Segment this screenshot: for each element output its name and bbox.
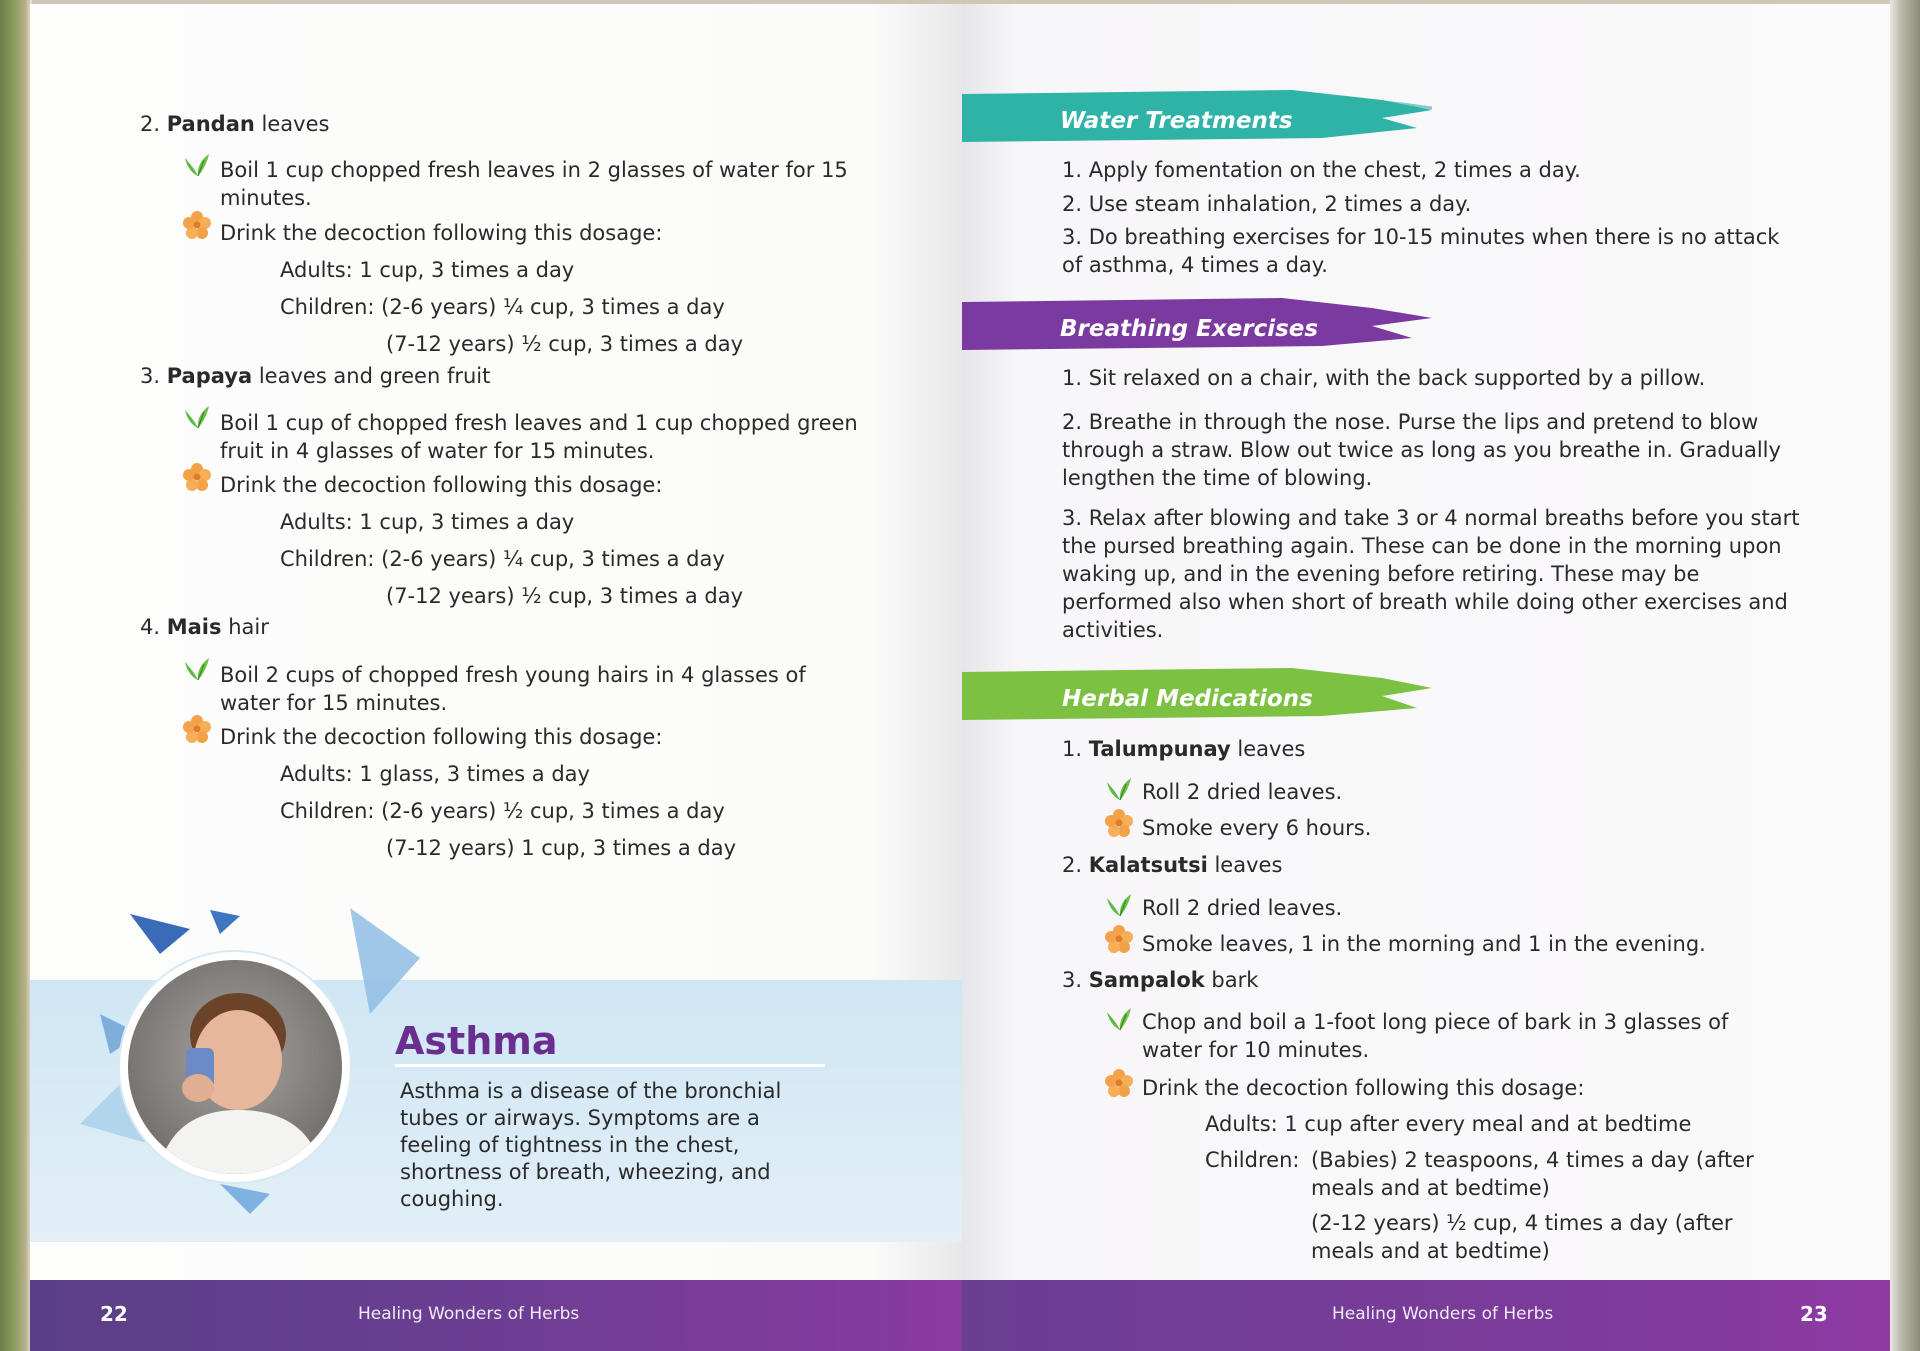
- herb-title: [140, 112, 329, 136]
- dose-children: Children: (2-6 years) ½ cup, 3 times a day: [280, 799, 725, 823]
- child-illustration: [128, 960, 342, 1174]
- book-edge-right: [1890, 0, 1920, 1351]
- use-step: Smoke every 6 hours.: [1142, 816, 1372, 840]
- dose-children: Children: (2-6 years) ¼ cup, 3 times a day: [280, 547, 725, 571]
- herb-part: leaves: [261, 112, 330, 136]
- herb-title: [140, 615, 269, 639]
- list-item: 1. Apply fomentation on the chest, 2 times a day.: [1062, 158, 1581, 182]
- dosage-intro: Drink the decoction following this dosage:: [220, 725, 663, 749]
- herb-title: [1062, 737, 1305, 761]
- herbal-medications-heading: Herbal Medications: [1062, 686, 1313, 712]
- right-page: [962, 4, 1890, 1351]
- leaf-icon: [182, 402, 212, 432]
- dosage-intro: Drink the decoction following this dosage:: [220, 473, 663, 497]
- book-edge-left: [0, 0, 32, 1351]
- item-number: 4.: [140, 615, 161, 639]
- herb-title: [1062, 968, 1258, 992]
- flower-icon: [182, 714, 212, 744]
- herb-part: hair: [228, 615, 269, 639]
- use-step: Smoke leaves, 1 in the morning and 1 in the evening.: [1142, 932, 1706, 956]
- prep-step: Boil 1 cup of chopped fresh leaves and 1 cup chopped green fruit in 4 glasses of water for 15 minutes.: [220, 411, 858, 463]
- herb-name: Papaya: [166, 364, 253, 388]
- dose-children: Children: (2-6 years) ¼ cup, 3 times a day: [280, 295, 725, 319]
- book-title: Healing Wonders of Herbs: [1332, 1304, 1554, 1324]
- herb-part: leaves: [1237, 737, 1306, 761]
- herb-name: Mais: [166, 615, 222, 639]
- herb-name: Kalatsutsi: [1088, 853, 1208, 877]
- item-number: 3.: [140, 364, 161, 388]
- prep-step: Boil 1 cup chopped fresh leaves in 2 glasses of water for 15 minutes.: [220, 158, 848, 210]
- page-number: 22: [100, 1302, 128, 1326]
- page-footer: [962, 1280, 1890, 1351]
- dose-adults: Adults: 1 glass, 3 times a day: [280, 762, 590, 786]
- herb-part: leaves: [1214, 853, 1283, 877]
- flower-icon: [1104, 1068, 1134, 1098]
- item-number: 3.: [1062, 968, 1083, 992]
- dose-older: (7-12 years) ½ cup, 3 times a day: [386, 584, 744, 608]
- dose-older: (7-12 years) 1 cup, 3 times a day: [386, 836, 737, 860]
- prep-step: Boil 2 cups of chopped fresh young hairs in 4 glasses of water for 15 minutes.: [220, 663, 806, 715]
- dosage-intro: Drink the decoction following this dosage:: [1142, 1076, 1585, 1100]
- herb-title: [1062, 853, 1282, 877]
- dose-children-label: Children:: [1205, 1148, 1300, 1172]
- herb-name: Pandan: [166, 112, 255, 136]
- leaf-icon: [182, 654, 212, 684]
- asthma-title: Asthma: [395, 1019, 558, 1063]
- dose-older: (7-12 years) ½ cup, 3 times a day: [386, 332, 744, 356]
- flower-icon: [182, 462, 212, 492]
- book-title: Healing Wonders of Herbs: [358, 1304, 580, 1324]
- dose-babies: (Babies) 2 teaspoons, 4 times a day (after meals and at bedtime): [1311, 1148, 1754, 1200]
- dose-adults: Adults: 1 cup, 3 times a day: [280, 258, 575, 282]
- breathing-exercises-heading: Breathing Exercises: [1060, 316, 1319, 342]
- herb-name: Sampalok: [1088, 968, 1205, 992]
- dose-adults: Adults: 1 cup after every meal and at bedtime: [1205, 1112, 1692, 1136]
- leaf-icon: [1104, 890, 1134, 920]
- leaf-icon: [1104, 1004, 1134, 1034]
- title-underline: [395, 1064, 825, 1067]
- prep-step: Roll 2 dried leaves.: [1142, 896, 1343, 920]
- list-item: 2. Breathe in through the nose. Purse the lips and pretend to blow through a straw. Blow out twice as long as you breathe in. Gradually lengthen the time of blowing.: [1062, 410, 1781, 490]
- prep-step: Roll 2 dried leaves.: [1142, 780, 1343, 804]
- flower-icon: [182, 210, 212, 240]
- flower-icon: [1104, 924, 1134, 954]
- dose-adults: Adults: 1 cup, 3 times a day: [280, 510, 575, 534]
- flower-icon: [1104, 808, 1134, 838]
- child-inhaler-photo: [128, 960, 342, 1174]
- herb-title: [140, 364, 490, 388]
- dosage-intro: Drink the decoction following this dosage:: [220, 221, 663, 245]
- leaf-icon: [182, 150, 212, 180]
- left-page: [30, 4, 962, 1351]
- asthma-description: Asthma is a disease of the bronchial tubes or airways. Symptoms are a feeling of tightness in the chest, shortness of breath, wheezing, and coughing.: [400, 1079, 782, 1211]
- item-number: 2.: [140, 112, 161, 136]
- list-item: 3. Relax after blowing and take 3 or 4 normal breaths before you start the pursed breathing again. These can be done in the morning upon waking up, and in the evening before retiring. These may be performed also when short of breath while doing other exercises and activities.: [1062, 506, 1800, 642]
- page-number: 23: [1800, 1302, 1828, 1326]
- prep-step: Chop and boil a 1-foot long piece of bark in 3 glasses of water for 10 minutes.: [1142, 1010, 1729, 1062]
- item-number: 1.: [1062, 737, 1083, 761]
- herb-name: Talumpunay: [1088, 737, 1231, 761]
- list-item: 3. Do breathing exercises for 10-15 minutes when there is no attack of asthma, 4 times a day.: [1062, 225, 1780, 277]
- leaf-icon: [1104, 774, 1134, 804]
- dose-older: (2-12 years) ½ cup, 4 times a day (after meals and at bedtime): [1311, 1211, 1733, 1263]
- herb-part: bark: [1211, 968, 1259, 992]
- page-footer: [30, 1280, 962, 1351]
- list-item: 1. Sit relaxed on a chair, with the back supported by a pillow.: [1062, 366, 1706, 390]
- herb-part: leaves and green fruit: [258, 364, 491, 388]
- item-number: 2.: [1062, 853, 1083, 877]
- water-treatments-heading: Water Treatments: [1060, 108, 1293, 134]
- list-item: 2. Use steam inhalation, 2 times a day.: [1062, 192, 1472, 216]
